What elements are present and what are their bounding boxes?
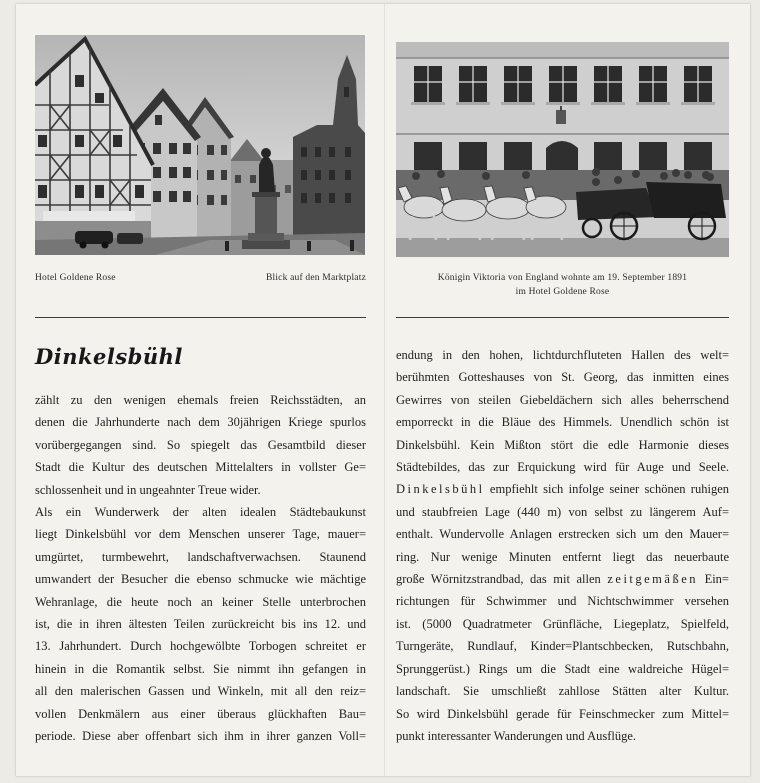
caption-line-2: im Hotel Goldene Rose [515,287,610,297]
text-line: berühmten Gotteshauses von St. Georg, das inmitten eines [396,370,729,385]
text-column-right [396,344,729,747]
text-line: vollen Denkmälern aus einer überaus glückhaften Bau= [35,706,366,721]
caption-hotel: Hotel Goldene Rose [35,273,116,283]
text-line [396,478,729,500]
market-square-photo [35,35,365,255]
text-line: vorübergegangen sind. So spiegelt das Gesamtbild dieser [35,437,366,452]
text-line: emporreckt in die Bläue des Himmels. Unendlich schön ist [396,415,729,430]
text-line: und staubfreien Lage (440 m) von selbst zu längerem Auf= [396,504,729,519]
center-fold [384,4,385,776]
text-line: landschaft. Sie umschließt zahllose Stätten alter Kultur. [396,684,729,699]
text-line: periode. Diese aber offenbart sich ihm in ihrer ganzen Voll= [35,729,366,744]
text-line: Sprunggerüst.) Rings um die Stadt eine waldreiche Hügel= [396,661,729,676]
page-title: Dinkelsbühl [35,344,183,369]
text-line: Als ein Wunderwerk der alten idealen Städtebaukunst [35,505,366,520]
text-line: punkt interessanter Wanderungen und Ausflüge. [396,728,637,743]
text-line: liegt Dinkelsbühl vor dem Menschen unserer Tage, mauer= [35,527,366,542]
left-photo-captions [35,271,366,285]
divider-right [396,317,729,318]
text-line: Wehranlage, die heute noch an keiner Stelle unterbrochen [35,594,366,609]
spaced-word: zeitgemäßen [607,572,699,587]
text-line: all den malerischen Gassen und Winkeln, mit all den reiz= [35,684,366,699]
caption-marketplace: Blick auf den Marktplatz [265,273,366,283]
text-line: Stadt die Kultur des deutschen Mittelalters in vollster Ge= [35,460,366,475]
divider-left [35,317,366,318]
text-segment: empfiehlt sich infolge seiner schönen ruhigen [484,482,729,497]
text-line [396,568,729,590]
text-line: Turngeräte, Rundlauf, Kinder=Plantschbecken, Rutschbahn, [396,639,729,654]
text-line: richtungen für Schwimmer und Nichtschwimmer versehen [396,594,729,609]
text-line: endung in den hohen, lichtdurchfluteten Hallen des welt= [396,348,729,362]
text-line: umwandert der Besucher die ebenso schmucke wie mächtige [35,572,366,587]
text-column-left [35,389,366,748]
text-line: enthalt. Wundervolle Anlagen erstrecken sich um den Mauer= [396,527,729,542]
text-line: hinein in die Romantik selbst. Sie nimmt ihn gefangen in [35,661,366,676]
text-line: ring. Nur wenige Minuten entfernt liegt das neuerbaute [396,549,729,564]
text-line: schlossenheit und in ungeahnter Treue wider. [35,482,261,497]
right-photo-caption [396,271,729,299]
text-line: ist. (5000 Quadratmeter Grünfläche, Liegeplatz, Spielfeld, [396,616,729,631]
text-line: Städtebildes, das zur Erquickung wird für Auge und Seele. [396,460,729,475]
text-line: 13. Jahrhundert. Durch hochgewölbte Torbogen schreitet er [35,639,366,654]
text-line: ist, die in ihren ältesten Teilen zurückreicht bis ins 12. und [35,617,366,632]
text-line: umgürtet, turmbewehrt, landschaftverwachsen. Staunend [35,549,366,564]
text-line: denen die Jahrhunderte nach dem 30jährigen Kriege spurlos [35,415,366,430]
text-segment: große Wörnitzstrandbad, das mit allen [396,572,608,587]
hotel-carriages-photo [396,42,729,257]
text-line: So wird Dinkelsbühl gerade für Feinschmecker zum Mittel= [396,706,729,721]
caption-line-1: Königin Viktoria von England wohnte am 19. September 1891 [437,273,688,283]
text-line: Gewirres von steilen Giebeldächern sich alles beherrschend [396,392,729,407]
text-line: zählt zu den wenigen ehemals freien Reichsstädten, an [35,393,366,407]
text-line: Dinkelsbühl. Kein Mißton stört die edle Harmonie dieses [396,437,729,452]
spaced-word: Dinkelsbühl [396,482,485,497]
text-segment: Ein= [698,572,729,587]
